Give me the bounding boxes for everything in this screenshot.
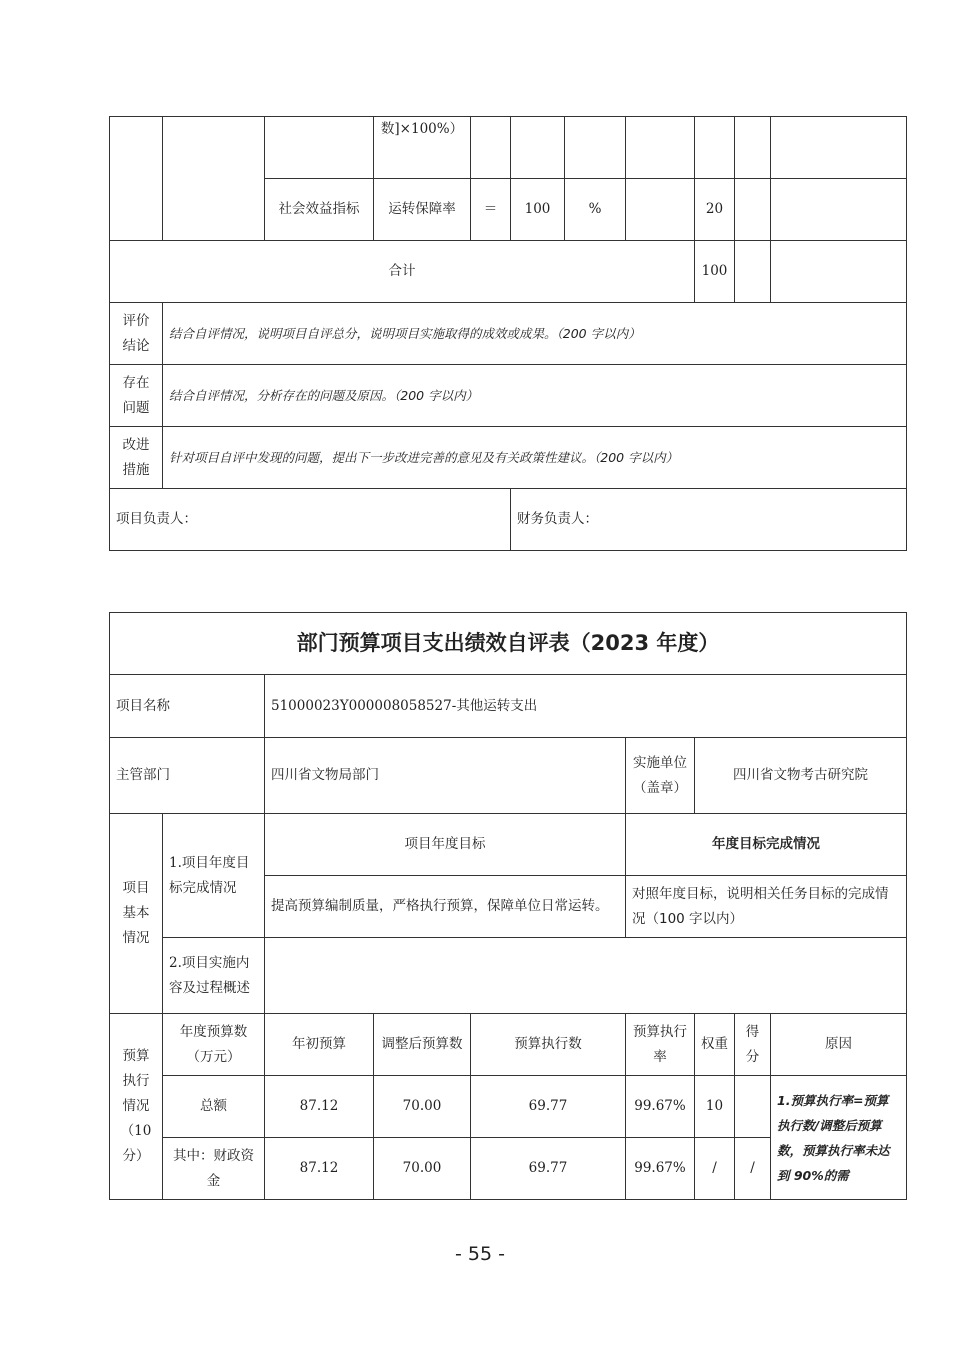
blank-cell [163, 117, 265, 241]
row-weight: / [695, 1138, 735, 1200]
finance-head-cell: 财务负责人： [511, 489, 907, 551]
goal-status-header: 年度目标完成情况 [626, 814, 907, 876]
row-initial: 87.12 [265, 1138, 374, 1200]
project-name-value: 51000023Y000008058527-其他运转支出 [265, 675, 907, 738]
reason-text: 1.预算执行率=预算执行数/调整后预算数，预算执行率未达到 90%的需 [771, 1076, 907, 1200]
header-weight: 权重 [695, 1014, 735, 1076]
basic-info-label: 项目基本情况 [110, 814, 163, 1014]
social-weight-cell: 20 [695, 179, 735, 241]
eval-text-cell: 结合自评情况，说明项目自评总分，说明项目实施取得的成效或成果。（200 字以内） [163, 303, 907, 365]
total-label-cell: 合计 [110, 241, 695, 303]
header-rate: 预算执行率 [626, 1014, 695, 1076]
formula-cell: 数]×100%） [374, 117, 471, 179]
budget-exec-label: 预算执行情况（10分） [110, 1014, 163, 1200]
social-op-cell: ＝ [471, 179, 511, 241]
row-executed: 69.77 [471, 1138, 626, 1200]
impl-unit-value: 四川省文物考古研究院 [695, 738, 907, 814]
dept-label: 主管部门 [110, 738, 265, 814]
improve-text-cell: 针对项目自评中发现的问题，提出下一步改进完善的意见及有关政策性建议。（200 字以内） [163, 427, 907, 489]
table-title: 部门预算项目支出绩效自评表（2023 年度） [110, 613, 907, 675]
eval-label-cell: 评价结论 [110, 303, 163, 365]
social-category-cell: 社会效益指标 [265, 179, 374, 241]
social-value-cell: 100 [511, 179, 565, 241]
annual-goal-header: 项目年度目标 [265, 814, 626, 876]
row-adjusted: 70.00 [374, 1076, 471, 1138]
row-weight: 10 [695, 1076, 735, 1138]
header-executed: 预算执行数 [471, 1014, 626, 1076]
row-executed: 69.77 [471, 1076, 626, 1138]
row-score [735, 1076, 771, 1138]
social-unit-cell: % [565, 179, 626, 241]
improve-label-cell: 改进措施 [110, 427, 163, 489]
goal-status-value: 对照年度目标，说明相关任务目标的完成情况（100 字以内） [626, 876, 907, 938]
annual-goal-value: 提高预算编制质量，严格执行预算，保障单位日常运转。 [265, 876, 626, 938]
dept-value: 四川省文物局部门 [265, 738, 626, 814]
impl-unit-label: 实施单位（盖章） [626, 738, 695, 814]
header-annual: 年度预算数（万元） [163, 1014, 265, 1076]
page-number: - 55 - [455, 1243, 505, 1265]
row-rate: 99.67% [626, 1076, 695, 1138]
project-head-cell: 项目负责人： [110, 489, 511, 551]
performance-table-continued [109, 116, 907, 551]
row-label: 总额 [163, 1076, 265, 1138]
impl-content-label: 2.项目实施内容及过程概述 [163, 938, 265, 1014]
row-label: 其中：财政资金 [163, 1138, 265, 1200]
header-reason: 原因 [771, 1014, 907, 1076]
table-row [110, 1076, 907, 1138]
row-rate: 99.67% [626, 1138, 695, 1200]
row-score: / [735, 1138, 771, 1200]
self-evaluation-table [109, 612, 907, 1200]
problem-label-cell: 存在问题 [110, 365, 163, 427]
project-name-label: 项目名称 [110, 675, 265, 738]
goal-completion-label: 1.项目年度目标完成情况 [163, 814, 265, 938]
problem-text-cell: 结合自评情况，分析存在的问题及原因。（200 字以内） [163, 365, 907, 427]
impl-content-value [265, 938, 907, 1014]
social-indicator-cell: 运转保障率 [374, 179, 471, 241]
row-initial: 87.12 [265, 1076, 374, 1138]
header-adjusted: 调整后预算数 [374, 1014, 471, 1076]
header-score: 得分 [735, 1014, 771, 1076]
blank-cell [110, 117, 163, 241]
total-weight-cell: 100 [695, 241, 735, 303]
blank-cell [265, 117, 374, 179]
row-adjusted: 70.00 [374, 1138, 471, 1200]
header-initial: 年初预算 [265, 1014, 374, 1076]
